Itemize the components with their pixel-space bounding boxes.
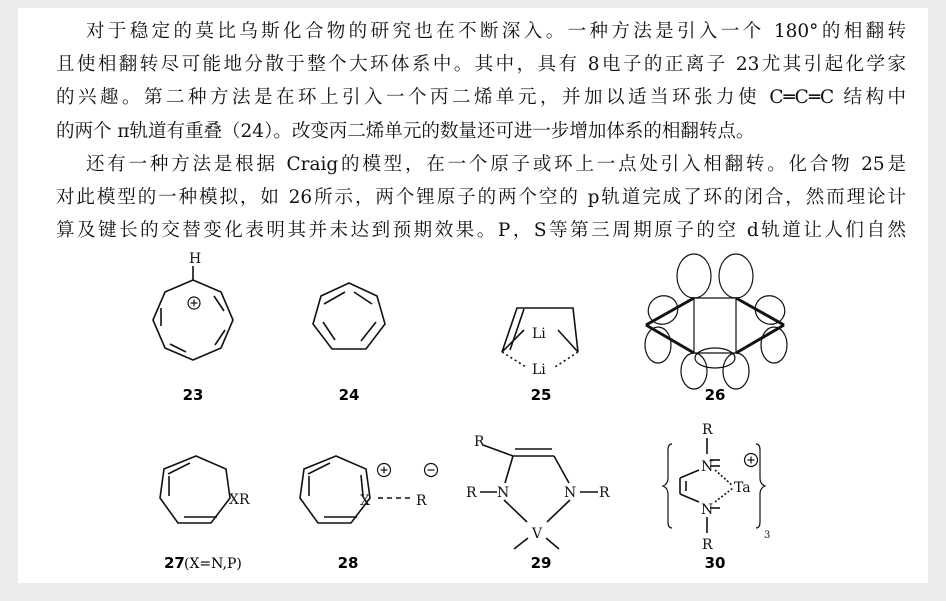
subscript-3: 3 xyxy=(764,530,771,541)
text-line: 的兴趣。第二种方法是在环上引入一个丙二烯单元，并加以适当环张力使 C═C═C 结构中 xyxy=(56,87,906,108)
group-r: R xyxy=(466,485,477,501)
compound-label-25: 25 xyxy=(530,386,552,404)
structure-23 xyxy=(153,266,233,360)
structure-27 xyxy=(160,456,230,523)
compound-label-26: 26 xyxy=(704,386,726,404)
atom-li: Li xyxy=(532,362,546,378)
group-r: R xyxy=(599,485,610,501)
text-line: 还有一种方法是根据 Craig的模型，在一个原子或环上一点处引入相翻转。化合物 25是 xyxy=(86,154,906,175)
group-r: R xyxy=(702,537,713,553)
group-r: R xyxy=(416,493,427,509)
compound-label-27: 27 xyxy=(164,554,185,572)
atom-n: N xyxy=(701,502,714,518)
compound-label-23: 23 xyxy=(182,386,204,404)
structure-24 xyxy=(313,283,385,349)
text-line: 对于稳定的莫比乌斯化合物的研究也在不断深入。一种方法是引入一个 180°的相翻转 xyxy=(86,21,906,42)
text-line: 的两个 π轨道有重叠（24）。改变丙二烯单元的数量还可进一步增加体系的相翻转点。 xyxy=(56,121,755,142)
group-xr: XR xyxy=(229,492,250,508)
page xyxy=(18,8,928,583)
compound-label-30: 30 xyxy=(704,554,726,572)
atom-ta: Ta xyxy=(734,480,751,496)
atom-n: N xyxy=(497,485,510,501)
compound-label-24: 24 xyxy=(338,386,360,404)
text-line: 对此模型的一种模拟，如 26所示，两个锂原子的两个空的 p轨道完成了环的闭合，然而理论计 xyxy=(56,187,906,208)
structure-26 xyxy=(643,254,790,389)
group-r: R xyxy=(474,434,485,450)
atom-v: V xyxy=(532,526,543,542)
text-line: 且使相翻转尽可能地分散于整个大环体系中。其中，具有 8电子的正离子 23尤其引起化学家 xyxy=(56,54,906,75)
atom-n: N xyxy=(564,485,577,501)
compound-label-27-note: (X=N,P) xyxy=(184,556,242,572)
text-line: 算及键长的交替变化表明其并未达到预期效果。P，S等第三周期原子的空 d轨道让人们自然 xyxy=(56,220,906,241)
atom-x: X xyxy=(360,493,370,509)
atom-li: Li xyxy=(532,326,546,342)
structure-figures xyxy=(18,8,928,583)
atom-h: H xyxy=(189,251,202,267)
compound-label-29: 29 xyxy=(530,554,552,572)
structure-28 xyxy=(300,456,438,523)
group-r: R xyxy=(702,422,713,438)
compound-label-28: 28 xyxy=(337,554,359,572)
atom-n: N xyxy=(701,459,714,475)
